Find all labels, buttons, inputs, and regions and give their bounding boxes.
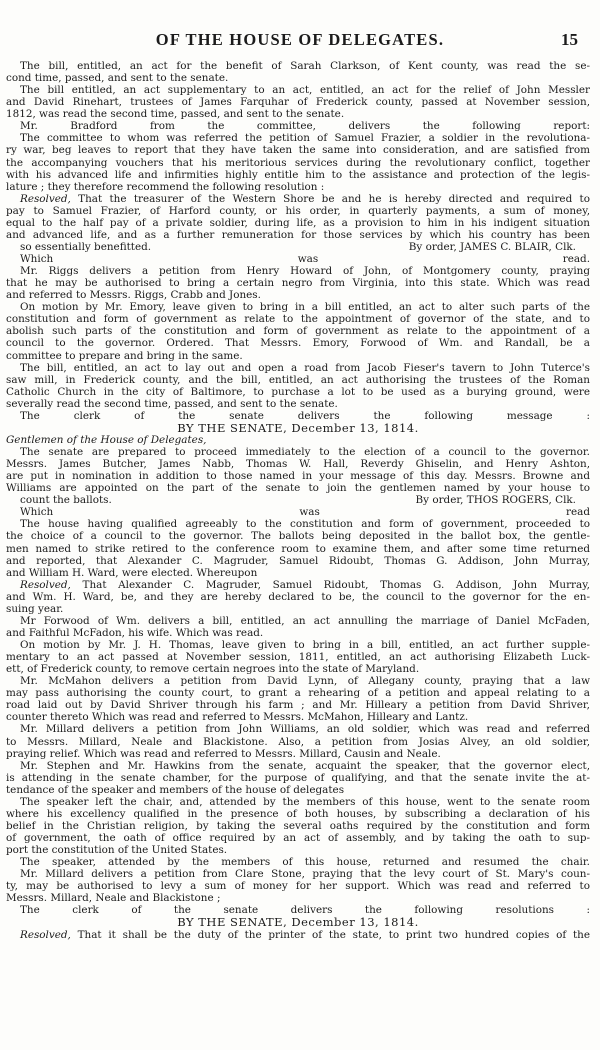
text-line: The committee to whom was referred the petition of Samuel Frazier, a soldier in the revolutiona- [20,132,590,145]
text-line: Mr. Stephen and Mr. Hawkins from the senate, acquaint the speaker, that the governor elect, [20,759,590,772]
text-line: and reported, that Alexander C. Magruder, Samuel Ridoubt, Thomas G. Addison, John Murray, [6,554,590,567]
text-line: Messrs. James Butcher, James Nabb, Thomas W. Hall, Reverdy Ghiselin, and Henry Ashton, [6,458,590,471]
text-line: council to the governor. Ordered. That Messrs. Emory, Forwood of Wm. and Randall, be a [6,337,590,350]
text-line: Mr. Riggs delivers a petition from Henry Howard of John, of Montgomery county, praying [20,265,590,278]
text-line: Williams are appointed on the part of the senate to join the gentlemen named by your house to [6,482,590,495]
text-line: of government, the oath of office required by an act of assembly, and by taking the oath to sup- [6,832,590,844]
text-line: and William H. Ward, were elected. Whereupon [6,566,258,579]
page-header [0,30,600,52]
text-line: The clerk of the senate delivers the following resolutions : [20,904,590,917]
text-line: Gentlemen of the House of Delegates, [6,433,207,446]
text-line: The speaker left the chair, and, attended by the members of this house, went to the senate room [20,795,590,808]
text-line: and David Rinehart, trustees of James Farquhar of Frederick county, passed at November session, [6,96,590,109]
text-line: tendance of the speaker and members of the house of delegates [6,783,345,796]
text-line: road laid out by David Shriver through his farm ; and Mr. Hilleary a petition from David Shriver, [6,699,590,712]
text-line: Mr. Millard delivers a petition from Clare Stone, praying that the levy court of St. Mary's coun- [20,868,590,881]
text-line: Mr. Bradford from the committee, delivers the following report: [20,120,590,133]
text-line [0,929,600,941]
text-line: to Messrs. Millard, Neale and Blackistone. Also, a petition from Josias Alvey, an old soldier, [6,735,590,748]
text-line: equal to the half pay of a private soldier, during life, as a provision to him in his indigent situation [6,216,590,229]
text-line: On motion by Mr. J. H. Thomas, leave given to bring in a bill, entitled, an act further supple- [20,639,590,651]
text-line: Messrs. Millard, Neale and Blackistone ; [6,892,221,905]
text-line: may pass authorising the county court, to grant a rehearing of a petition and appeal relating to a [6,687,590,700]
text-line: Which was read [20,506,590,519]
text-line: abolish such parts of the constitution and form of government as relate to the appointment of a [6,325,590,338]
text-line: men named to strike retired to the conference room to examine them, and after some time returned [6,542,590,555]
text-line: The speaker, attended by the members of this house, returned and resumed the chair. [20,856,590,869]
text-line: and Wm. H. Ward, be, and they are hereby declared to be, the council to the governor for the en- [6,590,590,603]
line-text: That it shall be the duty of the printer of the state, to print two hundred copies of the [70,928,590,941]
text-line: are put in nomination in addition to those named in your message of this day. Messrs. Browne and [6,470,590,483]
text-line: Which was read. [20,253,590,265]
text-line: The senate are prepared to proceed immediately to the election of a council to the governor. [20,446,590,458]
text-line: suing year. [6,602,64,615]
text-line: pay to Samuel Frazier, of Harford county, or his order, in quarterly payments, a sum of money, [6,204,590,217]
text-line: The clerk of the senate delivers the following message : [20,409,590,422]
text-line: counter thereto Which was read and referred to Messrs. McMahon, Hilleary and Lantz. [6,711,469,724]
line-text: That Alexander C. Magruder, Samuel Ridoubt, Thomas G. Addison, John Murray, [70,578,590,591]
line-text: That the treasurer of the Western Shore be and he is hereby directed and required to [70,192,590,205]
text-line: and Faithful McFadon, his wife. Which was read. [6,626,264,639]
text-line: cond time, passed, and sent to the senate. [6,72,229,85]
journal-text [0,60,600,941]
resolved-label: Resolved, [20,578,71,591]
text-line: BY THE SENATE, December 13, 1814. [177,421,419,434]
line-text: so essentially benefitted. [20,240,152,253]
text-line: constitution and form of government as relate to the appointment of governor of the state, and to [6,313,590,326]
text-line [0,494,600,506]
text-line [0,241,600,253]
text-line: lature ; they therefore recommend the following resolution : [6,180,325,193]
resolved-label: Resolved, [20,192,71,205]
text-line: The bill entitled, an act supplementary to an act, entitled, an act for the relief of John Messler [20,84,590,97]
text-line: that he may be authorised to bring a certain negro from Virginia, into this state. Which was read [6,277,590,290]
text-line: committee to prepare and bring in the same. [6,349,243,362]
text-line: Mr. McMahon delivers a petition from David Lynn, of Allegany county, praying that a law [20,675,590,688]
text-line [0,193,600,205]
text-line: On motion by Mr. Emory, leave given to bring in a bill entitled, an act to alter such parts of the [20,301,590,314]
signature-block: By order, JAMES C. BLAIR, Clk. [408,240,576,253]
text-line: and advanced life, and as a further remuneration for those services by which his country has been [6,228,590,241]
text-line: 1812, was read the second time, passed, and sent to the senate. [6,108,345,121]
text-line: the choice of a council to the governor. The ballots being deposited in the ballot box, the gentle- [6,530,590,543]
text-line: port the constitution of the United States. [6,844,228,857]
text-line: Mr Forwood of Wm. delivers a bill, entitled, an act annulling the marriage of Daniel McFaden, [20,614,590,627]
text-line: the accompanying vouchers that his meritorious services during the revolutionary conflict, together [6,156,590,169]
text-line: ett, of Frederick county, to remove certain negroes into the state of Maryland. [6,663,420,676]
text-line: The bill, entitled, an act to lay out and open a road from Jacob Fieser's tavern to John Tuterce's [20,361,590,374]
text-line: with his advanced life and infirmities highly entitle him to the assistance and protection of the legis- [6,168,590,181]
text-line: where his excellency qualified in the presence of both houses, by subscribing a declaration of his [6,807,590,820]
text-line: BY THE SENATE, December 13, 1814. [177,916,419,929]
text-line: Mr. Millard delivers a petition from John Williams, an old soldier, which was read and referred [20,723,590,736]
text-line: The house having qualified agreeably to the constitution and form of government, proceeded to [20,518,590,531]
text-line: severally read the second time, passed, and sent to the senate. [6,397,338,410]
resolved-label: Resolved, [20,928,71,941]
text-line: is attending in the senate chamber, for the purpose of qualifying, and that the senate invite the at- [6,771,590,784]
text-line: saw mill, in Frederick county, and the bill, entitled, an act authorising the trustees of the Roman [6,373,590,386]
text-line: and referred to Messrs. Riggs, Crabb and Jones. [6,289,261,302]
text-line: praying relief. Which was read and referred to Messrs. Millard, Causin and Neale. [6,747,441,760]
running-head: OF THE HOUSE OF DELEGATES. [155,30,445,49]
text-line: Catholic Church in the city of Baltimore, to purchase a lot to be used as a burying ground, were [6,385,590,398]
page-number: 15 [561,30,578,49]
text-line: ry war, beg leaves to report that they have taken the same into consideration, and are satisfied from [6,144,590,157]
signature-block: By order, THOS ROGERS, Clk. [415,494,576,507]
text-line: ty, may be authorised to levy a sum of money for her support. Which was read and referred to [6,880,590,893]
line-text: count the ballots. [20,494,112,507]
text-line [0,579,600,591]
text-line: The bill, entitled, an act for the benefit of Sarah Clarkson, of Kent county, was read the se- [20,60,590,72]
text-line: belief in the Christian religion, by taking the several oaths required by the constitution and form [6,819,590,832]
text-line: mentary to an act passed at November session, 1811, entitled, an act authorising Elizabeth Luck- [6,651,590,664]
